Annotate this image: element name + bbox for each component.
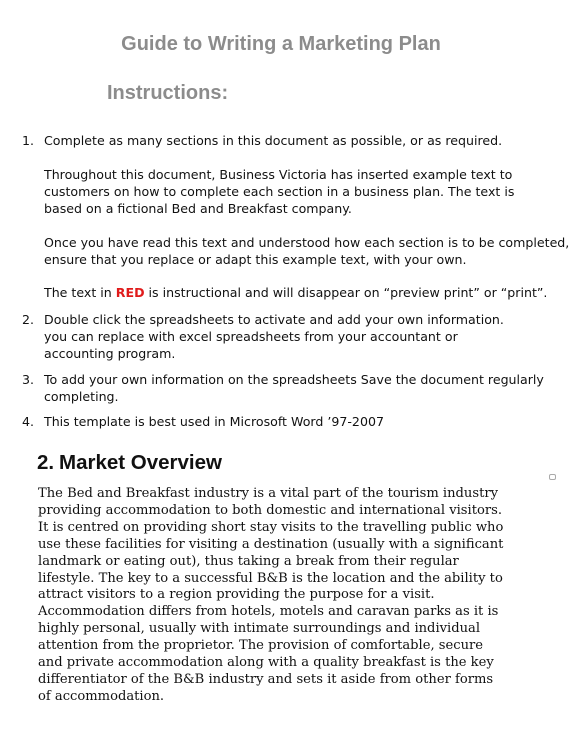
red-keyword: RED (115, 285, 145, 300)
body-line: differentiator of the B&B industry and sets it aside from other forms (38, 671, 494, 687)
instruction-text (44, 312, 574, 362)
paragraph-line: ensure that you replace or adapt this example text, with your own. (44, 251, 467, 267)
paragraph-line: completing. (44, 388, 119, 404)
paragraph-line: This template is best used in Microsoft Word ’97-2007 (44, 414, 384, 429)
body-line: use these facilities for visiting a destination (usually with a significant (38, 536, 504, 552)
instruction-text (44, 414, 574, 431)
body-line: The Bed and Breakfast industry is a vital part of the tourism industry (38, 486, 498, 501)
instruction-number: 2. (22, 312, 35, 327)
instruction-paragraph (44, 285, 580, 302)
instruction-text (44, 372, 574, 406)
body-line: providing accommodation to both domestic and international visitors. (38, 502, 502, 518)
instruction-number: 4. (22, 414, 35, 429)
instructions-heading: Instructions: (107, 82, 229, 104)
paragraph-line: Throughout this document, Business Victoria has inserted example text to (44, 167, 513, 182)
section-body (38, 486, 578, 706)
paragraph-text: is instructional and will disappear on “preview print” or “print”. (144, 285, 548, 300)
instruction-number: 3. (22, 372, 35, 387)
body-line: highly personal, usually with intimate surroundings and individual (38, 621, 481, 637)
body-line: attract visitors to a region providing the purpose for a visit. (38, 587, 435, 603)
body-line: Accommodation differs from hotels, motels and caravan parks as it is (38, 604, 499, 620)
instruction-number: 1. (22, 133, 35, 148)
instruction-text: Complete as many sections in this document as possible, or as required. (44, 133, 503, 148)
paragraph-line: Double click the spreadsheets to activate and add your own information. (44, 312, 504, 327)
section-number: 2. (37, 451, 55, 474)
paragraph-line: Once you have read this text and understood how each section is to be completed, (44, 235, 570, 250)
body-line: attention from the proprietor. The provision of comfortable, secure (38, 638, 484, 654)
body-line: It is centred on providing short stay visits to the travelling public who (38, 519, 504, 535)
paragraph-text: The text in (44, 285, 116, 300)
paragraph-line: you can replace with excel spreadsheets from your accountant or (44, 328, 458, 344)
body-line: of accommodation. (38, 688, 165, 704)
paragraph-marker-icon (549, 474, 556, 480)
paragraph-line: based on a fictional Bed and Breakfast company. (44, 200, 352, 216)
paragraph-line: To add your own information on the spreadsheets Save the document regularly (44, 372, 544, 387)
section-heading (37, 451, 222, 475)
instruction-paragraph (44, 235, 580, 269)
body-line: and private accommodation along with a quality breakfast is the key (38, 655, 494, 671)
instruction-paragraph (44, 167, 580, 217)
paragraph-line: customers on how to complete each section in a business plan. The text is (44, 183, 515, 199)
document-title: Guide to Writing a Marketing Plan (121, 33, 441, 55)
paragraph-line: accounting program. (44, 345, 176, 361)
section-title: Market Overview (59, 451, 222, 474)
body-line: landmark or eating out), thus taking a break from their regular (38, 553, 459, 569)
body-line: lifestyle. The key to a successful B&B is the location and the ability to (38, 570, 503, 586)
